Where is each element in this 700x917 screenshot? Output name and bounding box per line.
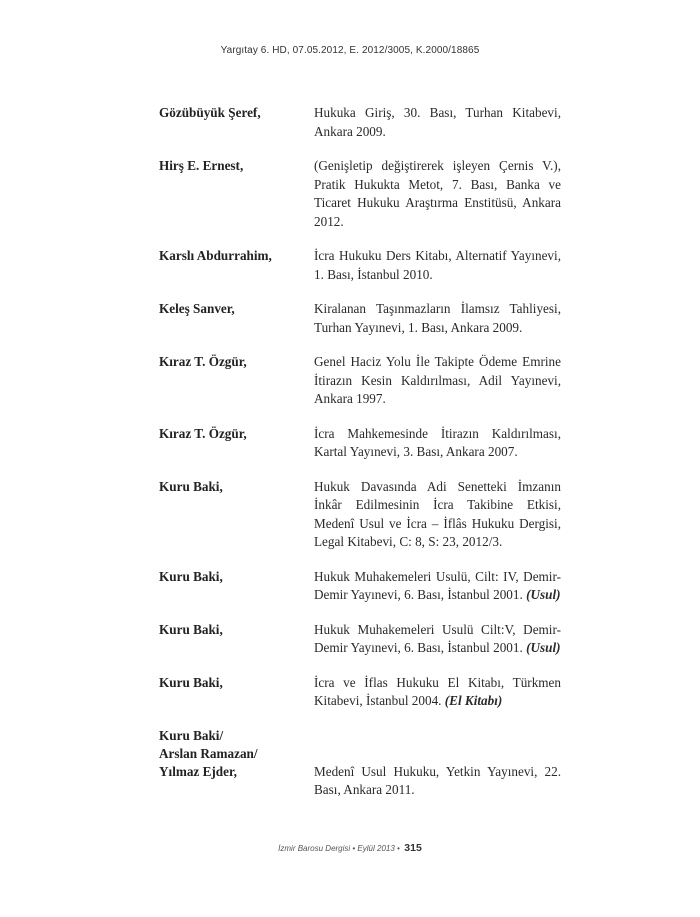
entry-work-text: Hukuk Muhakemeleri Usulü, Cilt: IV, Demir-Demir Yayınevi, 6. Bası, İstanbul 2001.: [314, 568, 561, 602]
entry-work-text: İcra Mahkemesinde İtirazın Kaldırılması, Kartal Yayınevi, 3. Bası, Ankara 2007.: [314, 425, 561, 459]
entry-work-text: Kiralanan Taşınmazların İlamsız Tahliyesi, Turhan Yayınevi, 1. Bası, Ankara 2009.: [314, 301, 561, 335]
entry-work: [314, 478, 561, 552]
entry-author: Yılmaz Ejder,: [159, 763, 237, 779]
bibliography-entry: [159, 247, 561, 284]
entry-author: Karslı Abdurrahim,: [159, 248, 272, 263]
entry-work: [314, 674, 561, 711]
entry-work: [314, 425, 561, 462]
page-footer: [0, 838, 700, 856]
entry-work: [314, 300, 561, 337]
entry-author: Kuru Baki,: [159, 621, 223, 637]
bibliography-entry: [159, 353, 561, 409]
running-header: Yargıtay 6. HD, 07.05.2012, E. 2012/3005, K.2000/18865: [220, 45, 480, 56]
entry-author: Keleş Sanver,: [159, 301, 235, 316]
bibliography-entry: [159, 157, 561, 231]
entry-abbreviation: (El Kitabı): [444, 693, 503, 708]
bibliography-entry: [159, 300, 561, 337]
entry-work-text: Hukuk Davasında Adi Senetteki İmzanın İnkâr Edilmesinin İcra Takibine Etkisi, Medenî Usul ve İcra – İflâs Hukuku Dergisi, Legal Kitabevi, C: 8, S: 23, 2012/3.: [314, 478, 561, 549]
entry-author: Kuru Baki,: [159, 568, 223, 584]
entry-author: Kuru Baki,: [159, 674, 223, 690]
entry-work: [314, 104, 561, 141]
entry-author: Gözübüyük Şeref,: [159, 105, 261, 120]
entry-work: [314, 157, 561, 231]
entry-work-text: İcra Hukuku Ders Kitabı, Alternatif Yayınevi, 1. Bası, İstanbul 2010.: [314, 248, 561, 282]
entry-work-text: Medenî Usul Hukuku, Yetkin Yayınevi, 22. Bası, Ankara 2011.: [314, 763, 561, 797]
entry-work-text: Genel Haciz Yolu İle Takipte Ödeme Emrine İtirazın Kesin Kaldırılması, Adil Yayınevi, Ankara 1997.: [314, 354, 561, 406]
entry-author: Kuru Baki/: [159, 727, 224, 743]
entry-work: [314, 353, 561, 409]
entry-abbreviation: (Usul): [526, 640, 561, 655]
entry-author: Hirş E. Ernest,: [159, 158, 244, 173]
bibliography-entry: [159, 568, 561, 605]
bibliography-entry: [159, 104, 561, 141]
bibliography-entry: [159, 425, 561, 462]
bibliography-entry: [159, 674, 561, 711]
entry-abbreviation: (Usul): [526, 587, 561, 602]
entry-work: [314, 247, 561, 284]
entry-author: Arslan Ramazan/: [159, 745, 258, 761]
journal-name: İzmir Barosu Dergisi • Eylül 2013 •: [278, 844, 400, 853]
bibliography-entry: [159, 727, 561, 800]
entry-work: [314, 568, 561, 605]
entry-work-text: (Genişletip değiştirerek işleyen Çernis V.), Pratik Hukukta Metot, 7. Bası, Banka ve Ticaret Hukuku Araştırma Enstitüsü, Ankara 2012.: [314, 158, 561, 229]
entry-work-text: Hukuka Giriş, 30. Bası, Turhan Kitabevi, Ankara 2009.: [314, 105, 561, 139]
entry-author: Kıraz T. Özgür,: [159, 425, 247, 441]
entry-work-text: İcra ve İflas Hukuku El Kitabı, Türkmen Kitabevi, İstanbul 2004.: [314, 674, 561, 708]
bibliography-entry: [159, 478, 561, 552]
entry-work-text: Hukuk Muhakemeleri Usulü Cilt:V, Demir-Demir Yayınevi, 6. Bası, İstanbul 2001.: [314, 621, 561, 655]
entry-authors: [159, 727, 314, 800]
entry-author: Kıraz T. Özgür,: [159, 354, 247, 369]
entry-work: [314, 727, 561, 800]
bibliography-entry: [159, 621, 561, 658]
page-number: 315: [404, 842, 422, 854]
entry-author: Kuru Baki,: [159, 478, 223, 494]
bibliography: [159, 104, 561, 816]
entry-work: [314, 621, 561, 658]
